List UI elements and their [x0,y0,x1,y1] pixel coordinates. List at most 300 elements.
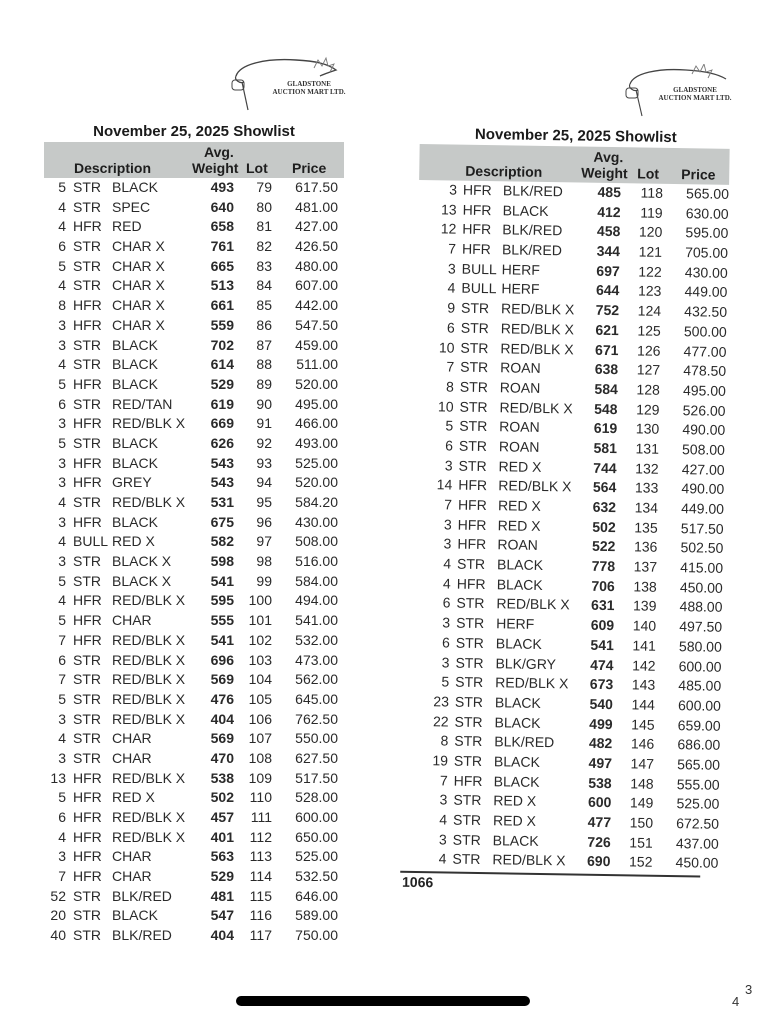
row-lot: 117 [249,927,272,944]
row-color: BLK/GRY [495,654,557,672]
row-weight: 644 [595,282,620,299]
row-lot: 144 [631,696,656,713]
row-qty: 4 [447,279,456,297]
row-price: 762.50 [295,710,338,727]
row-weight: 671 [594,341,619,358]
table-row [44,769,344,789]
table-row [44,631,344,651]
row-color: BLACK [502,201,549,219]
row-qty: 4 [58,828,66,845]
table-row [44,926,344,946]
row-color: RED/BLK X [492,851,566,869]
row-class: STR [73,651,101,668]
row-class: HFR [458,476,488,494]
row-color: BLK/RED [112,927,172,944]
row-qty: 22 [432,712,449,730]
row-weight: 569 [210,730,234,747]
row-price: 562.00 [295,671,338,688]
row-class: STR [73,572,101,589]
row-lot: 124 [637,302,662,319]
row-price: 488.00 [679,598,723,616]
row-price: 532.00 [295,631,338,648]
row-price: 490.00 [681,480,725,498]
row-weight: 457 [210,809,234,825]
row-color: BLACK [112,336,158,353]
row-color: BLACK X [112,572,172,589]
row-qty: 5 [441,673,450,690]
row-color: RED/BLK X [112,828,186,845]
row-weight: 548 [594,400,618,417]
table-row [44,395,344,415]
row-weight: 761 [210,238,234,255]
row-qty: 5 [58,257,66,274]
row-color: RED/BLK X [496,595,570,613]
row-qty: 3 [441,653,450,671]
row-price: 426.50 [295,238,338,255]
row-color: RED/BLK X [112,809,186,825]
row-class: STR [452,831,481,848]
row-price: 494.00 [295,592,338,609]
row-lot: 120 [638,223,663,241]
row-color: BLACK [112,513,158,530]
row-weight: 614 [210,356,234,373]
row-lot: 105 [248,690,272,707]
row-weight: 669 [210,415,234,432]
row-lot: 108 [248,749,272,766]
row-qty: 4 [58,277,66,294]
row-color: RED/BLK X [500,320,575,338]
row-class: STR [73,395,101,412]
row-class: STR [73,887,101,904]
table-row [44,276,344,296]
row-color: RED X [112,789,155,806]
row-class: STR [73,710,101,727]
showlist-sheet-left [44,122,344,946]
row-price: 600.00 [677,697,722,714]
row-price: 589.00 [295,907,338,924]
row-weight: 690 [586,853,611,870]
row-weight: 584 [594,380,618,398]
row-color: BLACK [496,556,544,574]
table-row [44,710,344,730]
col-avg: Avg. [593,148,624,166]
row-class: HFR [462,221,492,238]
row-lot: 149 [629,794,654,812]
table-body-left [44,178,344,946]
table-row [44,651,344,671]
total-head-count: 1066 [401,873,434,891]
row-class: STR [452,811,482,829]
row-color: CHAR [112,848,152,865]
row-price: 525.00 [676,795,720,813]
row-weight: 513 [210,277,234,294]
row-price: 437.00 [675,834,719,852]
row-lot: 142 [632,656,656,674]
table-header [44,142,344,178]
row-price: 584.00 [295,572,338,589]
table-header [419,144,730,185]
row-price: 600.00 [678,657,722,675]
row-color: BLACK [112,907,158,924]
row-class: STR [73,927,101,944]
row-qty: 4 [438,850,447,867]
row-lot: 84 [256,277,272,294]
row-color: ROAN [499,418,540,436]
row-class: STR [73,179,101,195]
row-class: HFR [461,240,491,258]
row-qty: 3 [58,710,66,727]
row-weight: 476 [210,690,234,707]
row-qty: 7 [446,358,455,375]
row-price: 525.00 [295,454,338,471]
row-color: RED/BLK X [112,710,186,727]
showlist-title: November 25, 2025 Showlist [474,125,677,147]
table-row [44,847,344,867]
row-color: CHAR X [112,297,165,314]
row-qty: 4 [442,575,451,592]
row-price: 520.00 [295,375,338,392]
row-color: BLACK [112,356,158,373]
row-class: HFR [73,513,102,530]
row-lot: 116 [249,907,272,924]
row-weight: 778 [591,557,616,575]
row-color: BLK/RED [501,241,563,259]
row-weight: 696 [210,651,234,668]
row-class: HFR [73,868,102,885]
page-number-main: 4 [732,994,740,1009]
row-lot: 94 [256,474,272,491]
row-price: 607.00 [295,277,338,294]
row-color: RED/BLK X [112,631,186,648]
col-weight: Weight [192,160,239,176]
row-price: 541.00 [295,612,338,629]
row-price: 508.00 [295,533,338,550]
row-price: 415.00 [680,559,724,576]
row-lot: 121 [638,243,663,260]
row-color: BLACK [112,434,158,451]
row-qty: 3 [58,474,66,491]
row-weight: 744 [593,459,617,476]
row-color: RED/TAN [112,395,173,412]
table-row [44,808,344,828]
row-lot: 87 [256,336,272,353]
row-class: HFR [73,809,102,825]
row-lot: 95 [256,494,272,510]
row-qty: 4 [58,592,66,609]
row-weight: 697 [596,262,620,279]
row-class: STR [73,336,101,353]
row-price: 547.50 [295,316,338,333]
row-color: RED/BLK X [112,651,186,668]
row-weight: 559 [210,316,234,333]
row-qty: 3 [442,614,451,631]
row-lot: 101 [248,612,272,629]
page-number-superscript [745,982,752,997]
row-qty: 3 [438,831,447,848]
row-weight: 497 [588,754,613,772]
showlist-title: November 25, 2025 Showlist [93,123,295,140]
row-weight: 665 [210,257,234,274]
row-weight: 502 [592,518,616,535]
row-qty: 6 [445,437,454,454]
col-price: Price [292,160,327,176]
row-lot: 107 [248,730,272,747]
row-weight: 563 [210,848,234,865]
row-qty: 4 [443,555,452,572]
logo-line2: AUCTION MART LTD. [272,88,346,96]
row-class: HFR [73,789,102,806]
row-weight: 752 [595,301,620,319]
row-lot: 104 [248,671,272,688]
row-price: 430.00 [295,513,338,530]
row-color: BLACK [494,713,541,731]
row-lot: 112 [249,828,272,845]
row-lot: 148 [630,775,654,792]
row-qty: 14 [436,476,453,493]
row-class: BULL [73,533,109,550]
row-class: STR [456,614,485,632]
row-price: 520.00 [295,474,338,491]
row-lot: 126 [636,341,661,359]
table-row [44,237,344,257]
row-class: HFR [73,848,102,865]
row-price: 477.00 [683,342,727,360]
row-weight: 543 [210,454,234,471]
table-row [44,375,344,395]
table-row [44,788,344,808]
showlist-sheet-right [401,124,732,895]
row-color: RED/BLK X [112,592,186,609]
row-weight: 619 [593,420,618,437]
row-color: BLACK [493,772,540,790]
row-qty: 8 [445,378,455,395]
row-price: 497.50 [679,618,723,635]
row-qty: 3 [58,316,66,333]
row-lot: 102 [248,631,272,648]
row-lot: 83 [256,257,272,274]
row-price: 532.50 [295,868,338,885]
row-lot: 123 [637,282,662,300]
row-class: STR [459,417,488,435]
row-price: 565.00 [677,756,721,773]
row-class: STR [73,671,101,688]
row-class: BULL [461,260,497,277]
row-color: BLACK X [112,553,172,570]
row-color: BLACK [494,694,541,711]
row-weight: 543 [210,474,234,491]
table-row [44,828,344,848]
table-row [44,729,344,749]
row-lot: 97 [256,533,272,550]
row-class: STR [73,749,101,766]
row-weight: 529 [210,375,234,392]
row-qty: 12 [440,220,457,237]
row-qty: 9 [447,299,456,316]
row-weight: 481 [210,887,234,904]
row-color: RED X [498,457,542,475]
table-row [44,513,344,533]
row-price: 528.00 [295,789,338,806]
row-class: STR [460,358,489,376]
row-lot: 139 [632,597,657,615]
col-lot: Lot [246,160,268,176]
row-class: STR [73,690,101,707]
row-price: 511.00 [296,356,338,373]
row-weight: 661 [210,297,234,314]
row-price: 450.00 [675,854,719,872]
row-qty: 3 [449,181,458,198]
row-lot: 131 [635,440,660,457]
row-price: 480.00 [295,257,338,274]
row-price: 550.00 [295,730,338,747]
row-weight: 477 [587,813,612,831]
row-price: 490.00 [682,421,726,439]
row-lot: 92 [256,434,272,451]
row-color: BLACK [493,753,541,770]
row-qty: 7 [448,240,457,257]
table-row [44,532,344,552]
row-qty: 3 [58,415,66,432]
row-color: BLACK [495,635,542,652]
row-color: RED/BLK X [112,494,186,510]
col-avg: Avg. [204,144,234,160]
row-weight: 474 [590,656,614,673]
row-weight: 547 [210,907,234,924]
table-row [44,906,344,926]
row-weight: 344 [596,242,621,260]
row-qty: 13 [440,201,457,218]
table-row [44,611,344,631]
row-price: 517.50 [680,519,724,537]
row-lot: 130 [635,420,660,438]
row-qty: 3 [58,848,66,865]
table-row [44,690,344,710]
row-qty: 6 [58,809,66,825]
row-price: 672.50 [676,815,720,832]
row-weight: 522 [591,538,616,555]
row-price: 450.00 [679,578,723,596]
row-price: 600.00 [295,809,338,825]
row-lot: 98 [256,553,272,570]
row-weight: 673 [589,675,614,693]
row-qty: 10 [438,338,455,356]
row-class: STR [73,730,101,747]
row-qty: 13 [50,769,66,786]
row-weight: 638 [594,360,619,378]
row-lot: 114 [249,868,272,885]
row-price: 645.00 [295,690,338,707]
row-color: RED/BLK X [498,477,572,495]
row-lot: 88 [256,356,272,373]
row-price: 659.00 [677,716,721,734]
row-price: 493.00 [295,434,338,451]
table-row [44,355,344,375]
row-lot: 118 [640,184,664,201]
row-price: 442.00 [295,297,338,314]
row-weight: 640 [210,198,234,215]
row-color: CHAR [112,612,152,629]
row-qty: 4 [58,218,66,235]
row-price: 595.00 [685,224,729,242]
row-qty: 4 [58,356,66,373]
row-qty: 5 [58,179,66,195]
row-price: 427.00 [681,460,725,478]
row-class: STR [454,732,483,750]
row-class: STR [73,238,101,255]
row-lot: 150 [629,814,654,831]
row-qty: 5 [445,417,454,434]
row-class: STR [459,398,488,415]
row-class: HFR [73,592,102,609]
row-lot: 103 [248,651,272,668]
row-price: 617.50 [295,179,338,195]
row-color: BLK/RED [502,182,564,200]
row-lot: 135 [634,519,658,536]
table-row [44,473,344,493]
row-qty: 3 [58,336,66,353]
home-indicator-bar[interactable] [236,996,530,1006]
row-price: 427.00 [295,218,338,235]
row-class: STR [73,277,101,294]
row-qty: 23 [433,693,450,710]
row-qty: 6 [442,594,451,611]
row-qty: 5 [58,690,66,707]
row-class: HFR [462,201,492,218]
row-qty: 3 [439,791,448,808]
row-color: CHAR [112,868,152,885]
row-weight: 541 [210,631,234,648]
row-price: 580.00 [678,637,722,655]
row-class: STR [458,457,487,474]
row-price: 449.00 [681,500,725,517]
row-class: HFR [73,297,102,314]
table-row [44,749,344,769]
row-color: HERF [501,280,540,298]
row-weight: 609 [590,616,615,634]
row-class: STR [453,791,482,809]
row-color: CHAR [112,730,152,747]
row-class: STR [73,198,101,215]
row-price: 686.00 [677,736,721,754]
table-row [44,434,344,454]
row-weight: 581 [593,439,618,457]
row-lot: 134 [634,499,659,516]
row-lot: 115 [249,887,272,904]
row-class: HFR [73,218,102,235]
row-color: RED X [493,792,537,810]
row-weight: 540 [589,695,614,712]
table-row [44,198,344,218]
row-lot: 100 [248,592,272,609]
row-qty: 7 [58,671,66,688]
row-lot: 127 [636,361,661,378]
row-price: 526.00 [682,401,726,419]
row-class: STR [459,378,489,395]
row-weight: 482 [588,734,613,752]
logo-line2: AUCTION MART LTD. [658,94,732,102]
row-weight: 658 [210,218,234,235]
row-lot: 119 [640,204,663,221]
row-weight: 458 [596,223,621,240]
row-class: HFR [73,828,102,845]
row-color: BLK/RED [112,887,172,904]
table-row [44,414,344,434]
row-color: BLACK [112,454,158,471]
row-weight: 564 [592,479,617,496]
row-class: BULL [461,280,497,297]
row-price: 478.50 [683,362,727,380]
row-qty: 3 [447,260,456,277]
